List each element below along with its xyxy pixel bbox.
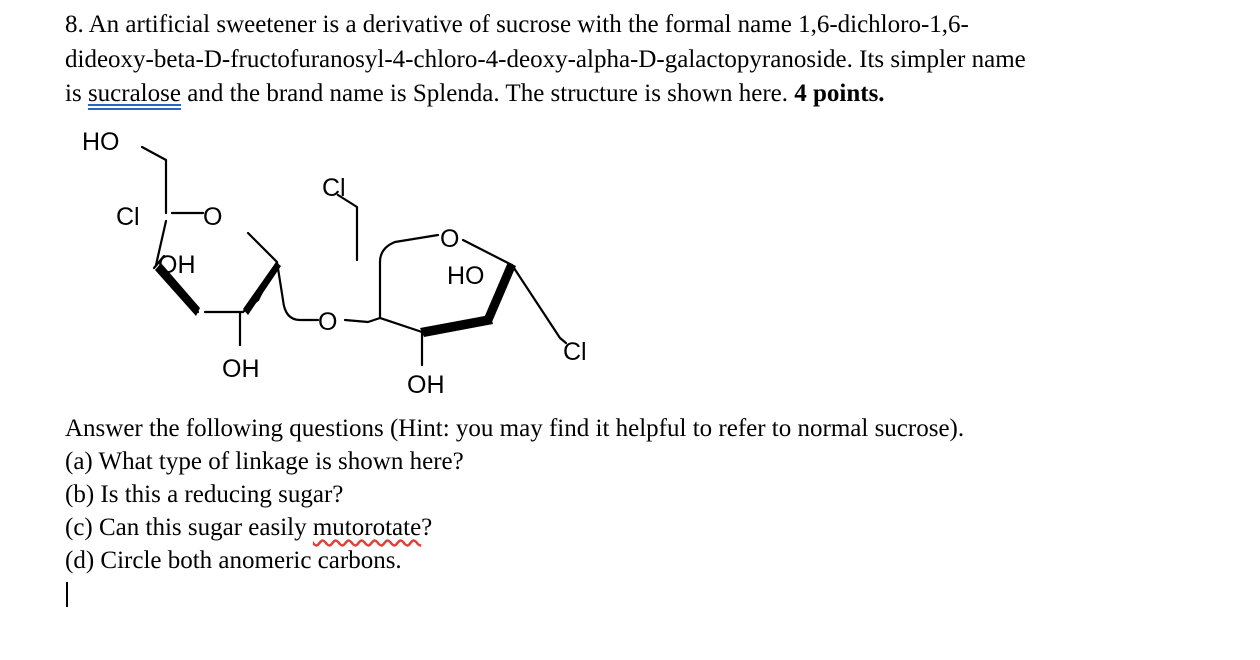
bond-c5-cl	[512, 265, 566, 343]
bond-c1-bridge	[277, 262, 318, 320]
question-c-suffix: ?	[421, 514, 433, 541]
question-d: (d) Circle both anomeric carbons.	[65, 547, 402, 574]
label-oh-bottom-right: OH	[407, 371, 445, 399]
question-c	[65, 511, 1215, 544]
sucralose-link[interactable]: sucralose	[87, 80, 181, 107]
question-line-1: 8. An artificial sweetener is a derivative of sucrose with the formal name 1,6-dichloro-1,6-	[65, 11, 969, 38]
text-cursor[interactable]	[66, 582, 68, 607]
label-ho-ring-right: HO	[447, 262, 485, 290]
bond-bridge-c2	[345, 318, 380, 322]
label-cl-right: Cl	[563, 338, 587, 366]
wedge-right-bottom	[243, 262, 281, 315]
question-b: (b) Is this a reducing sugar?	[65, 481, 344, 508]
question-a: (a) What type of linkage is shown here?	[65, 448, 464, 475]
label-ho-top: HO	[82, 128, 120, 156]
bond-c2-ring-o	[380, 235, 438, 318]
bond-cl-chain	[338, 195, 357, 260]
line3-prefix: is	[65, 80, 88, 107]
bond-lines	[142, 147, 566, 365]
bond-c2-c3	[380, 318, 422, 332]
wedge-furanose-right	[484, 262, 516, 322]
bond-ho-chain	[142, 147, 166, 213]
points-label: 4 points.	[794, 80, 885, 107]
line3-mid: and the brand name is Splenda. The structure is shown here.	[180, 80, 795, 107]
label-cl-left: Cl	[116, 203, 140, 231]
label-oh-ring-left: OH	[158, 251, 196, 279]
questions-block	[65, 412, 1215, 577]
label-o-ring-left: O	[203, 203, 223, 231]
question-c-prefix: (c) Can this sugar easily	[65, 514, 313, 541]
spellcheck-word[interactable]: mutorotate	[312, 514, 422, 541]
questions-intro: Answer the following questions (Hint: you may find it helpful to refer to normal sucrose).	[65, 415, 965, 442]
wedge-furanose-bottom	[420, 315, 493, 337]
label-cl-top-right: Cl	[322, 174, 346, 202]
label-o-ring-right: O	[440, 225, 460, 253]
label-o-bridge: O	[318, 308, 338, 336]
question-line-2: dideoxy-beta-D-fructofuranosyl-4-chloro-4-deoxy-alpha-D-galactopyranoside. Its simpler name	[65, 45, 1026, 73]
label-oh-bottom-left: OH	[222, 355, 260, 383]
